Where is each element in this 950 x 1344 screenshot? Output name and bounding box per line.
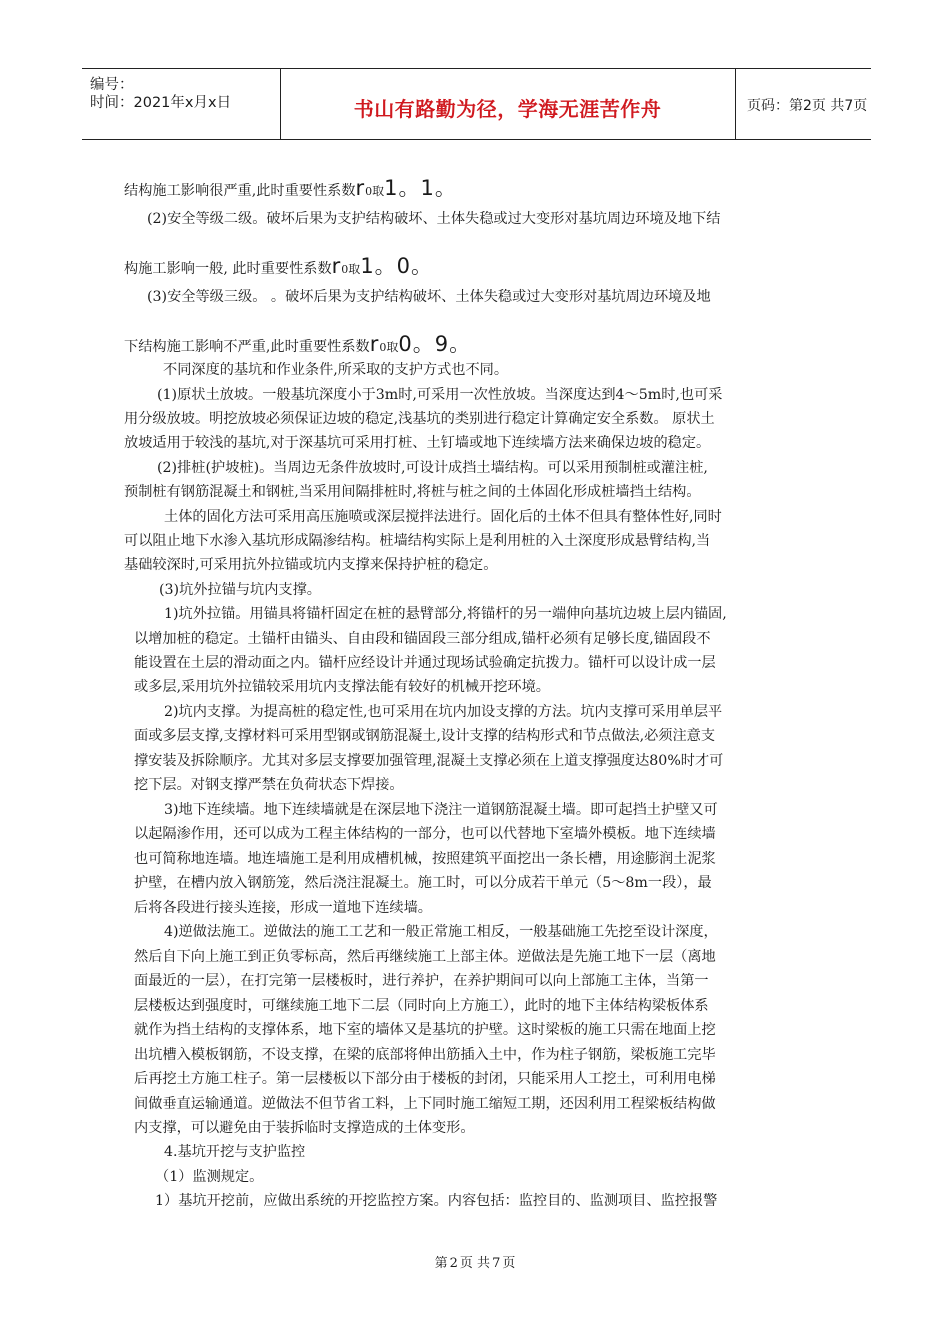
text-line: 后再挖土方施工柱子。第一层楼板以下部分由于楼板的封闭，只能采用人工挖土，可利用电梯 [134,1071,716,1087]
text-line: 能设置在土层的滑动面之内。锚杆应经设计并通过现场试验确定抗拨力。锚杆可以设计成一层 [134,655,716,671]
motto: 书山有路勤为径，学海无涯苦作舟 [353,97,662,121]
footer-total-pages: 7 [492,1256,501,1271]
text-line: 出坑槽入模板钢筋，不设支撑，在梁的底部将伸出筋插入土中，作为柱子钢筋，梁板施工完毕 [134,1047,716,1063]
coef-sub: 0 [341,263,349,276]
text-line: 4)逆做法施工。逆做法的施工工艺和一般正常施工相反，一般基础施工先挖至设计深度， [164,924,718,940]
time-label: 时间：2021年x月x日 [90,95,232,111]
text-line: 护壁，在槽内放入钢筋笼，然后浇注混凝土。施工时，可以分成若干单元（5～8m一段），最 [134,875,712,891]
section-heading: 4.基坑开挖与支护监控 [164,1144,306,1160]
coef-take: 取 [348,262,361,276]
text-line: 1)坑外拉锚。用锚具将锚杆固定在桩的悬臂部分,将锚杆的另一端伸向基坑边坡上层内锚固, [164,606,727,622]
text-line: 基础较深时,可采用抗外拉锚或坑内支撑来保持护桩的稳定。 [124,557,498,573]
header-meta-cell [82,69,281,139]
header-page-cell [735,69,871,139]
text-line: 面最近的一层），在打完第一层楼板时，进行养护，在养护期间可以向上部施工主体，当第一 [134,973,709,989]
text-line: （1）监测规定。 [155,1169,264,1185]
text-line: 以增加桩的稳定。土锚杆由锚头、自由段和锚固段三部分组成,锚杆必须有足够长度,锚固段不 [134,631,711,647]
text-line: 放坡适用于较浅的基坑,对于深基坑可采用打桩、土钉墙或地下连续墙方法来确保边坡的稳定。 [124,435,711,451]
text-line: 层楼板达到强度时，可继续施工地下二层（同时向上方施工），此时的地下主体结构梁板体系 [134,998,709,1014]
line-text: 结构施工影响很严重,此时重要性系数 [124,183,356,199]
line-text: 下结构施工影响不严重,此时重要性系数 [124,339,370,355]
text-line [124,256,433,277]
text-line: 也可简称地连墙。地连墙施工是利用成槽机械，按照建筑平面挖出一条长槽，用途膨润土泥浆 [134,851,716,867]
coef-value: 0。9。 [398,332,472,356]
footer-page-number: 2 [449,1256,458,1271]
text-line: 用分级放坡。明挖放坡必须保证边坡的稳定,浅基坑的类别进行稳定计算确定安全系数。 原状土 [124,411,715,427]
text-line: 可以阻止地下水渗入基坑形成隔渗结构。桩墙结构实际上是利用桩的入土深度形成悬臂结构,当 [124,533,711,549]
text-line: (3)坑外拉锚与坑内支撑。 [159,582,321,598]
text-line: 3)地下连续墙。地下连续墙就是在深层地下浇注一道钢筋混凝土墙。即可起挡土护壁又可 [164,802,718,818]
coef-take: 取 [372,184,385,198]
coef-sub: 0 [365,185,373,198]
text-line: 1）基坑开挖前，应做出系统的开挖监控方案。内容包括：监控目的、监测项目、监控报警 [155,1193,718,1209]
text-line: 后将各段进行接头连接，形成一道地下连续墙。 [134,900,432,916]
coef-value: 1。1。 [384,176,457,200]
text-line: (2)排桩(护坡桩)。当周边无条件放坡时,可设计成挡土墙结构。可以采用预制桩或灌注桩, [157,460,708,476]
text-line [124,334,471,355]
text-line: (3)安全等级三级。 。破坏后果为支护结构破坏、土体失稳或过大变形对基坑周边环境及地 [147,289,711,305]
coef-sub: 0 [379,341,387,354]
text-line: (2)安全等级二级。破坏后果为支护结构破坏、土体失稳或过大变形对基坑周边环境及地下结 [147,211,721,227]
text-line [124,178,457,199]
text-line: 然后自下向上施工到正负零标高，然后再继续施工上部主体。逆做法是先施工地下一层（离地 [134,949,716,965]
page-footer [0,1252,950,1271]
text-line: 间做垂直运输通道。逆做法不但节省工料，上下同时施工缩短工期，还因利用工程梁板结构做 [134,1096,716,1112]
footer-mid: 页 共 [459,1256,491,1271]
text-line: 土体的固化方法可采用高压施喷或深层搅拌法进行。固化后的土体不但具有整体性好,同时 [164,509,722,525]
coef-symbol: r [369,332,380,356]
text-line: 不同深度的基坑和作业条件,所采取的支护方式也不同。 [163,362,509,378]
coef-take: 取 [386,340,399,354]
coef-symbol: r [355,176,366,200]
text-line: 挖下层。对钢支撑严禁在负荷状态下焊接。 [134,777,404,793]
text-line: 就作为挡土结构的支撑体系，地下室的墙体又是基坑的护壁。这时梁板的施工只需在地面上挖 [134,1022,716,1038]
page-header [82,68,871,140]
page-info: 页码：第2页 共7页 [747,98,868,114]
serial-label: 编号： [90,77,134,93]
text-line: 撑安装及拆除顺序。尤其对多层支撑要加强管理,混凝土支撑必须在上道支撑强度达80%时才可 [134,753,724,769]
text-line: 内支撑，可以避免由于装拆临时支撑造成的土体变形。 [134,1120,475,1136]
text-line: 或多层,采用坑外拉锚较采用坑内支撑法能有较好的机械开挖环境。 [134,679,550,695]
text-line: 面或多层支撑,支撑材料可采用型钢或钢筋混凝土,设计支撑的结构形式和节点做法,必须注意支 [134,728,716,744]
header-motto-cell [280,69,736,139]
coef-value: 1。0。 [360,254,434,278]
text-line: 以起隔渗作用，还可以成为工程主体结构的一部分，也可以代替地下室墙外模板。地下连续墙 [134,826,716,842]
coef-symbol: r [331,254,342,278]
text-line: 2)坑内支撑。为提高桩的稳定性,也可采用在坑内加设支撑的方法。坑内支撑可采用单层平 [164,704,723,720]
footer-pre: 第 [434,1256,448,1271]
line-text: 构施工影响一般, 此时重要性系数 [124,261,332,277]
footer-post: 页 [502,1256,516,1271]
text-line: (1)原状土放坡。一般基坑深度小于3m时,可采用一次性放坡。当深度达到4～5m时,也可采 [157,387,723,403]
text-line: 预制桩有钢筋混凝土和钢桩,当采用间隔排桩时,将桩与桩之间的土体固化形成桩墙挡土结构。 [124,484,701,500]
